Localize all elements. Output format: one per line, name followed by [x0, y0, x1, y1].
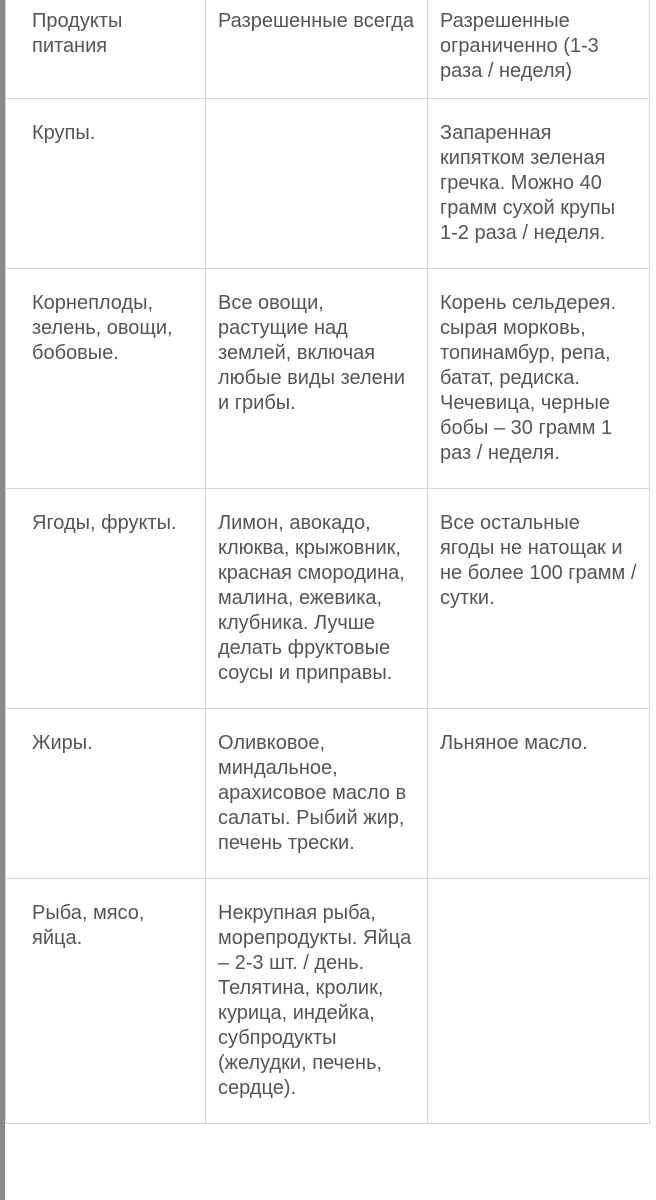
- cell-allowed-always: Оливковое, миндальное, арахисовое масло в салаты. Рыбий жир, печень трески.: [206, 709, 428, 879]
- header-products: Продукты питания: [6, 0, 206, 99]
- header-allowed-limited: Разрешенные ограниченно (1-3 раза / неделя): [428, 0, 650, 99]
- diet-food-table: [5, 0, 650, 1124]
- cell-allowed-limited: Все остальные ягоды не натощак и не более 100 грамм / сутки.: [428, 489, 650, 709]
- cell-allowed-always: Лимон, авокадо, клюква, крыжовник, красная смородина, малина, ежевика, клубника. Лучше делать фруктовые соусы и приправы.: [206, 489, 428, 709]
- cell-allowed-always: Некрупная рыба, морепродукты. Яйца – 2-3 шт. / день. Телятина, кролик, курица, индейка, субпродукты (желудки, печень, сердце).: [206, 879, 428, 1124]
- table-row: [6, 99, 650, 269]
- cell-allowed-always: Все овощи, растущие над землей, включая любые виды зелени и грибы.: [206, 269, 428, 489]
- cell-allowed-limited: Запаренная кипятком зеленая гречка. Можно 40 грамм сухой крупы 1-2 раза / неделя.: [428, 99, 650, 269]
- header-allowed-always: Разрешенные всегда: [206, 0, 428, 99]
- cell-allowed-always: [206, 99, 428, 269]
- cell-product: Жиры.: [6, 709, 206, 879]
- cell-allowed-limited: Корень сельдерея. сырая морковь, топинамбур, репа, батат, редиска. Чечевица, черные бобы – 30 грамм 1 раз / неделя.: [428, 269, 650, 489]
- table-row: [6, 269, 650, 489]
- table-header-row: [6, 0, 650, 99]
- table-row: [6, 879, 650, 1124]
- table-row: [6, 709, 650, 879]
- cell-product: Крупы.: [6, 99, 206, 269]
- cell-product: Рыба, мясо, яйца.: [6, 879, 206, 1124]
- cell-allowed-limited: Льняное масло.: [428, 709, 650, 879]
- cell-product: Ягоды, фрукты.: [6, 489, 206, 709]
- table-row: [6, 489, 650, 709]
- cell-product: Корнеплоды, зелень, овощи, бобовые.: [6, 269, 206, 489]
- cell-allowed-limited: [428, 879, 650, 1124]
